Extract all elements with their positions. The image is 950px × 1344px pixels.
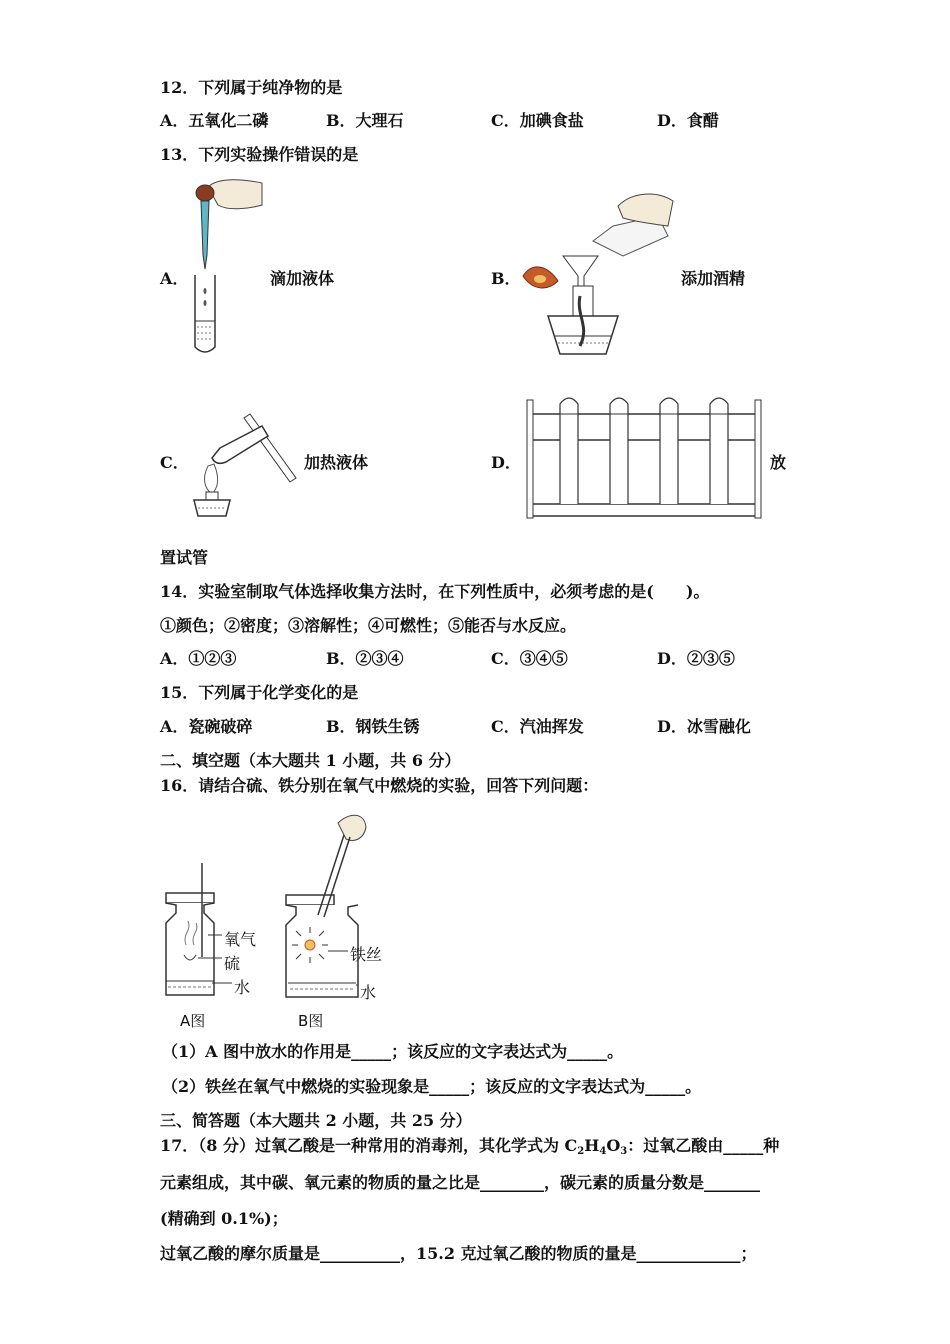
q15-option-d: D．冰雪融化 <box>657 717 751 736</box>
q13-option-d-letter: D． <box>491 453 521 472</box>
q15-stem: 15．下列属于化学变化的是 <box>160 683 359 702</box>
label-oxygen: 氧气 <box>224 930 257 949</box>
q13-option-a-caption: 滴加液体 <box>270 269 335 288</box>
caption-b: B图 <box>298 1012 324 1030</box>
q13-option-c-letter: C． <box>160 453 189 472</box>
jar-a <box>166 893 214 995</box>
q14-option-d: D．②③⑤ <box>657 649 735 668</box>
q15-option-a: A．瓷碗破碎 <box>160 717 253 736</box>
heating-liquid-figure <box>190 408 300 520</box>
q14-stem: 14．实验室制取气体选择收集方法时，在下列性质中，必须考虑的是( )。 <box>160 582 710 601</box>
q17-line1 <box>160 1136 779 1162</box>
q14-option-b: B．②③④ <box>326 649 404 668</box>
q13-option-a-letter: A． <box>160 269 189 288</box>
q13-option-d-caption: 放 <box>770 453 787 472</box>
q13-option-d-caption-cont: 置试管 <box>160 548 209 567</box>
test-tube-rack-figure <box>526 392 762 520</box>
q13-option-b-letter: B． <box>491 269 521 288</box>
q17-o: O <box>606 1136 621 1155</box>
q15-option-b: B．钢铁生锈 <box>326 717 420 736</box>
q12-option-a: A．五氧化二磷 <box>160 111 269 130</box>
q12-option-b: B．大理石 <box>326 111 404 130</box>
q17-line3: (精确到 0.1%)； <box>160 1209 288 1228</box>
alcohol-lamp-figure <box>518 186 678 361</box>
q17-sub-4: 4 <box>599 1146 607 1157</box>
q17-sub-3: 3 <box>620 1146 628 1157</box>
q16-sub2: （2）铁丝在氧气中燃烧的实验现象是_____；该反应的文字表达式为_____。 <box>162 1077 702 1096</box>
label-water-a: 水 <box>234 978 251 997</box>
q17-line2: 元素组成，其中碳、氧元素的物质的量之比是________，碳元素的质量分数是_______ <box>160 1173 761 1192</box>
label-sulfur: 硫 <box>224 954 241 973</box>
q17-h: H <box>584 1136 600 1155</box>
q13-option-c-caption: 加热液体 <box>304 453 369 472</box>
q12-stem: 12．下列属于纯净物的是 <box>160 78 343 97</box>
q14-option-c: C．③④⑤ <box>491 649 568 668</box>
q17-line1-a: 17．（8 分）过氧乙酸是一种常用的消毒剂，其化学式为 C <box>160 1136 578 1155</box>
section-2-heading: 二、填空题（本大题共 1 小题，共 6 分） <box>160 751 461 770</box>
q14-option-a: A．①②③ <box>160 649 237 668</box>
q16-sub1: （1）A 图中放水的作用是_____；该反应的文字表达式为_____。 <box>162 1042 624 1061</box>
dropper-figure <box>188 175 268 360</box>
jar-b <box>286 895 358 997</box>
section-3-heading: 三、简答题（本大题共 2 小题，共 25 分） <box>160 1111 472 1130</box>
q16-stem: 16．请结合硫、铁分别在氧气中燃烧的实验，回答下列问题： <box>160 776 599 795</box>
q13-stem: 13．下列实验操作错误的是 <box>160 145 359 164</box>
label-water-b: 水 <box>360 983 377 1002</box>
q17-line4: 过氧乙酸的摩尔质量是__________，15.2 克过氧乙酸的物质的量是_____________； <box>160 1244 757 1263</box>
label-iron-wire: 铁丝 <box>350 945 383 964</box>
q14-properties: ①颜色；②密度；③溶解性；④可燃性；⑤能否与水反应。 <box>160 616 577 635</box>
q12-option-d: D．食醋 <box>657 111 719 130</box>
q12-option-c: C．加碘食盐 <box>491 111 584 130</box>
q13-option-b-caption: 添加酒精 <box>681 269 746 288</box>
q17-sub-2: 2 <box>577 1146 585 1157</box>
q15-option-c: C．汽油挥发 <box>491 717 584 736</box>
caption-a: A图 <box>180 1012 206 1030</box>
q17-line1-b: ：过氧乙酸由_____种 <box>627 1136 780 1155</box>
